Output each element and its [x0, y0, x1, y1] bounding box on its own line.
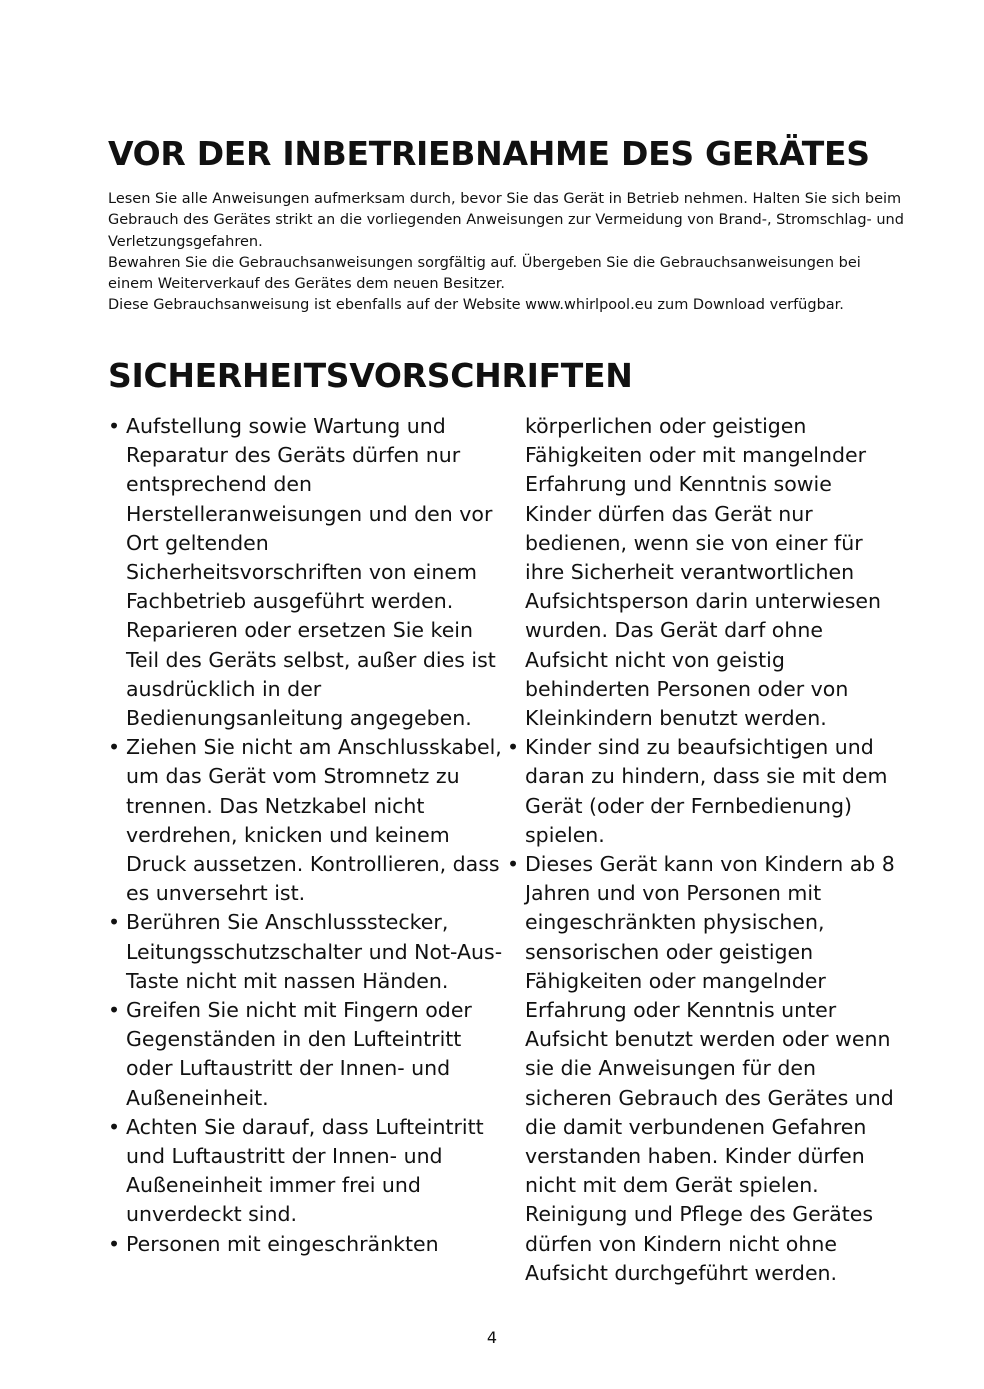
list-item-text: Personen mit eingeschränkten	[126, 1231, 439, 1256]
intro-text	[108, 189, 908, 317]
list-item-text: Aufstellung sowie Wartung und Reparatur des Geräts dürfen nur entsprechend den Herstelleranweisungen und den vor Ort geltenden Sicherheitsvorschriften von einem Fachbetrieb ausgeführt werden. Reparieren oder ersetzen Sie kein Teil des Geräts selbst, außer dies ist ausdrücklich in der Bedienungsanleitung angegeben.	[126, 414, 496, 731]
list-item-text: Achten Sie darauf, dass Lufteintritt und Luftaustritt der Innen- und Außeneinheit immer frei und unverdeckt sind.	[126, 1114, 484, 1227]
safety-column-right	[507, 412, 902, 1288]
section-title-safety: SICHERHEITSVORSCHRIFTEN	[108, 356, 633, 395]
list-item	[108, 412, 503, 733]
list-item-text: Berühren Sie Anschlussstecker, Leitungsschutzschalter und Not-Aus-Taste nicht mit nassen Händen.	[126, 910, 503, 993]
intro-paragraph: Lesen Sie alle Anweisungen aufmerksam durch, bevor Sie das Gerät in Betrieb nehmen. Halten Sie sich beim Gebrauch des Gerätes strikt an die vorliegenden Anweisungen zur Vermeidung von Brand-, Stromschlag- und Verletzungsgefahren.	[108, 191, 904, 250]
list-item-text: Dieses Gerät kann von Kindern ab 8 Jahren und von Personen mit eingeschränkten physischen, sensorischen oder geistigen Fähigkeiten oder mangelnder Erfahrung oder Kenntnis unter Aufsicht benutzt werden oder wenn sie die Anweisungen für den sicheren Gebrauch des Gerätes und die damit verbundenen Gefahren verstanden haben. Kinder dürfen nicht mit dem Gerät spielen. Reinigung und Pflege des Gerätes dürfen von Kindern nicht ohne Aufsicht durchgeführt werden.	[525, 852, 895, 1285]
bullet-icon: •	[108, 1231, 121, 1256]
bullet-icon: •	[108, 414, 121, 438]
bullet-icon: •	[507, 852, 520, 877]
list-item	[108, 733, 503, 908]
list-item-continuation: körperlichen oder geistigen Fähigkeiten oder mit mangelnder Erfahrung und Kenntnis sowie Kinder dürfen das Gerät nur bedienen, wenn sie von einer für ihre Sicherheit verantwortlichen Aufsichtsperson darin unterwiesen wurden. Das Gerät darf ohne Aufsicht nicht von geistig behinderten Personen oder von Kleinkindern benutzt werden.	[525, 414, 882, 731]
list-item-text: Kinder sind zu beaufsichtigen und daran zu hindern, dass sie mit dem Gerät (oder der Fernbedienung) spielen.	[525, 735, 888, 847]
intro-paragraph: Bewahren Sie die Gebrauchsanweisungen sorgfältig auf. Übergeben Sie die Gebrauchsanweisungen bei einem Weiterverkauf des Gerätes dem neuen Besitzer.	[108, 254, 861, 293]
page-title: VOR DER INBETRIEBNAHME DES GERÄTES	[108, 134, 870, 173]
list-item	[507, 733, 902, 850]
list-item	[108, 996, 503, 1113]
safety-column-left	[108, 412, 503, 1259]
list-item	[108, 1113, 503, 1230]
bullet-icon: •	[108, 910, 121, 935]
bullet-icon: •	[108, 1114, 121, 1139]
bullet-icon: •	[108, 998, 121, 1023]
list-item	[507, 850, 902, 1288]
bullet-icon: •	[108, 735, 121, 760]
list-item	[108, 1230, 503, 1259]
intro-paragraph: Diese Gebrauchsanweisung ist ebenfalls auf der Website www.whirlpool.eu zum Download verfügbar.	[108, 297, 844, 314]
list-item-text: Ziehen Sie nicht am Anschlusskabel, um das Gerät vom Stromnetz zu trennen. Das Netzkabel nicht verdrehen, knicken und keinem Druck aussetzen. Kontrollieren, dass es unversehrt ist.	[126, 735, 502, 906]
bullet-icon: •	[507, 735, 520, 760]
page-number: 4	[486, 1328, 498, 1347]
list-item-text: Greifen Sie nicht mit Fingern oder Gegenständen in den Lufteintritt oder Luftaustritt der Innen- und Außeneinheit.	[126, 998, 472, 1110]
list-item	[108, 908, 503, 996]
